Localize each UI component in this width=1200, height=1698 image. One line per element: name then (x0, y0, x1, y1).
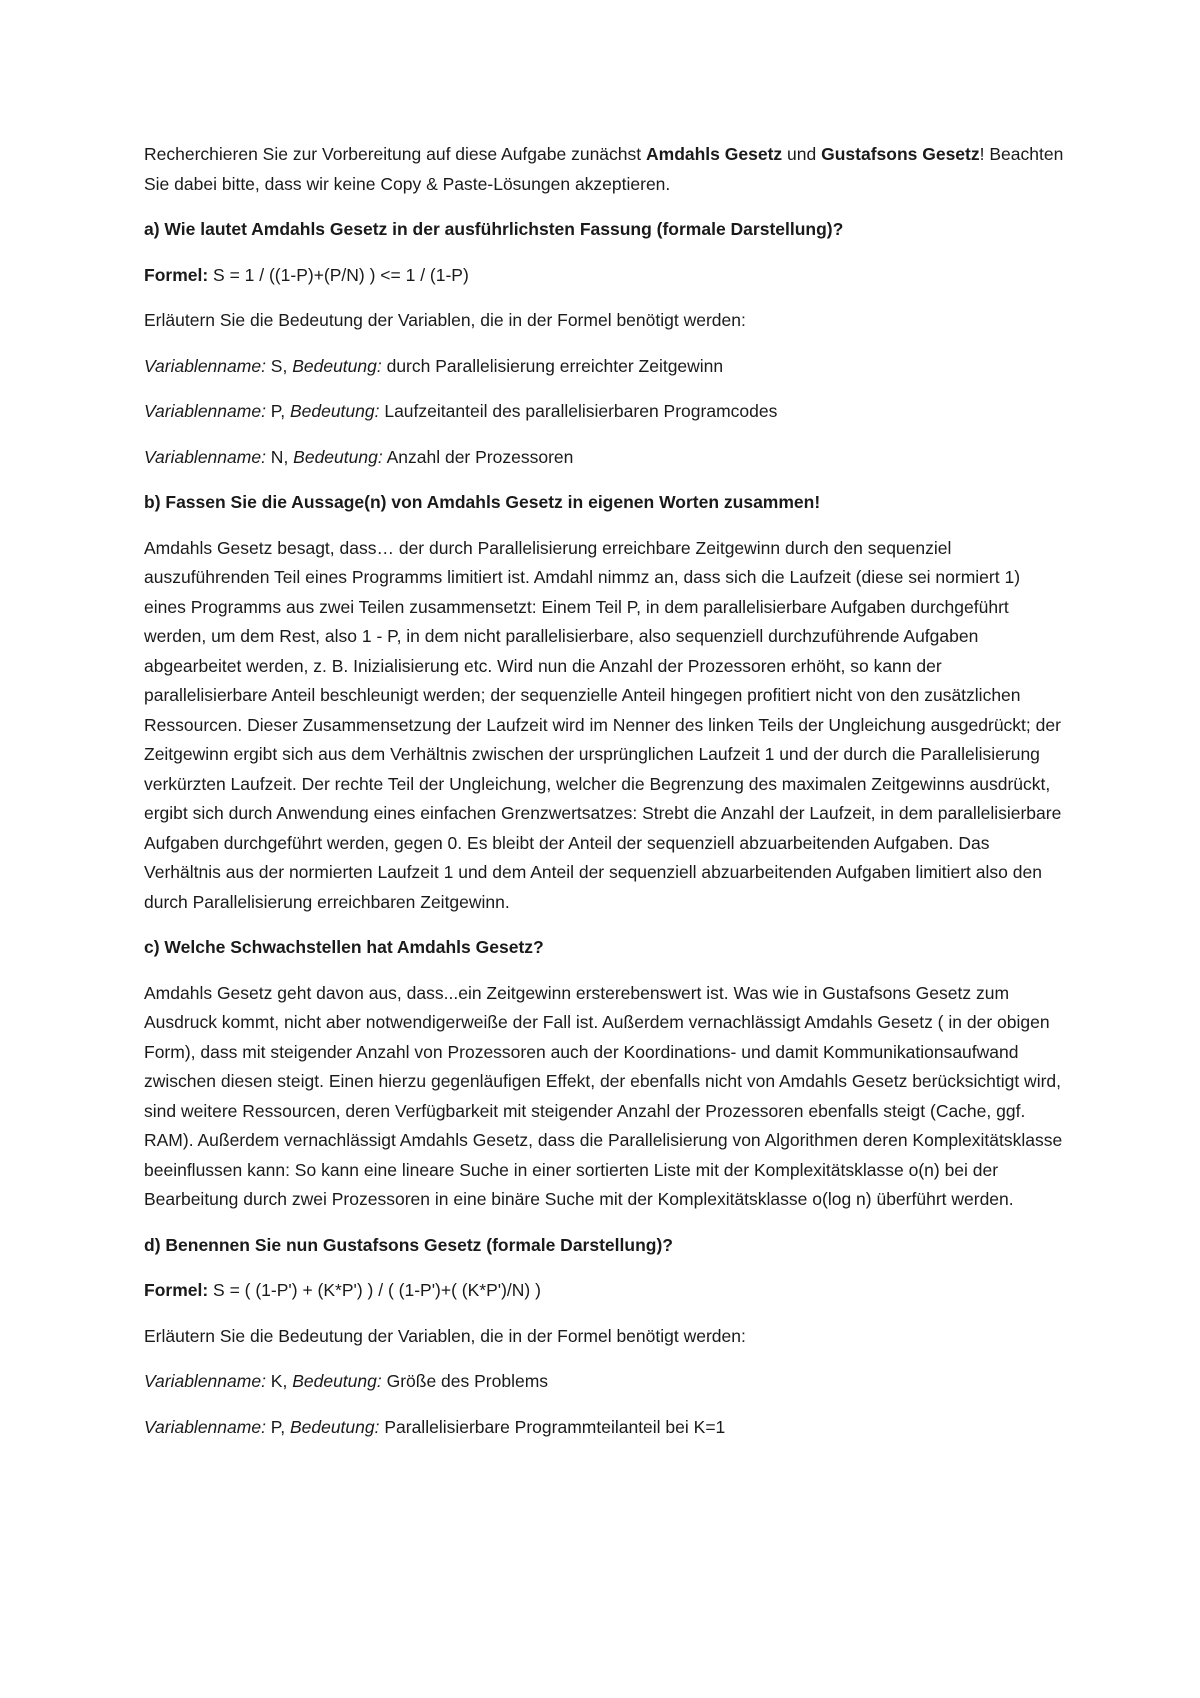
variable-d-p: Variablenname: P, Bedeutung: Parallelisierbare Programmteilanteil bei K=1 (144, 1416, 726, 1437)
formula-a (144, 261, 1064, 291)
answer-c: Amdahls Gesetz geht davon aus, dass...ein Zeitgewinn ersterebenswert ist. Was wie in Gustafsons Gesetz zum Ausdruck kommt, nicht aber notwendigerweiße der Fall ist. Außerdem vernachlässigt Amdahls Gesetz ( in der obigen Form), dass mit steigender Anzahl von Prozessoren auch der Koordinations- und damit Kommunikationsaufwand zwischen diesen steigt. Einen hierzu gegenläufigen Effekt, der ebenfalls nicht von Amdahls Gesetz berücksichtigt wird, sind weitere Ressourcen, deren Verfügbarkeit mit steigender Anzahl der Prozessoren ebenfalls steigt (Cache, ggf. RAM). Außerdem vernachlässigt Amdahls Gesetz, dass die Parallelisierung von Algorithmen deren Komplexitätsklasse beeinflussen kann: So kann eine lineare Suche in einer sortierten Liste mit der Komplexitätsklasse o(n) bei der Bearbeitung durch zwei Prozessoren in eine binäre Suche mit der Komplexitätsklasse o(log n) überführt werden. (144, 982, 1063, 1209)
intro-text-3: ! Beachten Sie dabei bitte, dass wir keine Copy & Paste-Lösungen akzeptieren. (144, 144, 1064, 194)
question-b: b) Fassen Sie die Aussage(n) von Amdahls Gesetz in eigenen Worten zusammen! (144, 492, 821, 512)
question-c: c) Welche Schwachstellen hat Amdahls Gesetz? (144, 937, 544, 957)
question-a: a) Wie lautet Amdahls Gesetz in der ausführlichsten Fassung (formale Darstellung)? (144, 219, 844, 239)
intro-text-2: und (782, 144, 822, 164)
formula-d (144, 1276, 1064, 1306)
intro-bold-gustafson: Gustafsons Gesetz (821, 144, 980, 164)
intro-bold-amdahl: Amdahls Gesetz (646, 144, 783, 164)
variable-d-k: Variablenname: K, Bedeutung: Größe des Problems (144, 1371, 549, 1391)
formula-d-text: S = ( (1-P') + (K*P') ) / ( (1-P')+( (K*P')/N) ) (208, 1280, 541, 1300)
formula-a-label: Formel: (144, 264, 209, 285)
variable-a-p: Variablenname: P, Bedeutung: Laufzeitanteil des parallelisierbaren Programcodes (144, 401, 778, 421)
document-page (144, 140, 1064, 1458)
intro-text-1: Recherchieren Sie zur Vorbereitung auf diese Aufgabe zunächst (144, 144, 646, 164)
question-d: d) Benennen Sie nun Gustafsons Gesetz (formale Darstellung)? (144, 1234, 673, 1255)
formula-d-label: Formel: (144, 1280, 209, 1300)
formula-a-text: S = 1 / ((1-P)+(P/N) ) <= 1 / (1-P) (208, 264, 469, 285)
intro-paragraph (144, 140, 1064, 199)
explain-a: Erläutern Sie die Bedeutung der Variablen, die in der Formel benötigt werden: (144, 310, 746, 330)
variable-a-n: Variablenname: N, Bedeutung: Anzahl der Prozessoren (144, 446, 574, 467)
explain-d: Erläutern Sie die Bedeutung der Variablen, die in der Formel benötigt werden: (144, 1325, 746, 1346)
variable-a-s: Variablenname: S, Bedeutung: durch Parallelisierung erreichter Zeitgewinn (144, 355, 724, 376)
answer-b: Amdahls Gesetz besagt, dass… der durch Parallelisierung erreichbare Zeitgewinn durch den sequenziel auszuführenden Teil eines Programms limitiert ist. Amdahl nimmz an, dass sich die Laufzeit (diese sei normiert 1) eines Programms aus zwei Teilen zusammensetzt: Einem Teil P, in dem parallelisierbare Aufgaben durchgeführt werden, um dem Rest, also 1 - P, in dem nicht parallelisierbare, also sequenziell durchzuführende Aufgaben abgearbeitet werden, z. B. Inizialisierung etc. Wird nun die Anzahl der Prozessoren erhöht, so kann der parallelisierbare Anteil beschleunigt werden; der sequenzielle Anteil hingegen profitiert nicht von den zusätzlichen Ressourcen. Dieser Zusammensetzung der Laufzeit wird im Nenner des linken Teils der Ungleichung ausgedrückt; der Zeitgewinn ergibt sich aus dem Verhältnis zwischen der ursprünglichen Laufzeit 1 und der durch die Parallelisierung verkürzten Laufzeit. Der rechte Teil der Ungleichung, welcher die Begrenzung des maximalen Zeitgewinns ausdrückt, ergibt sich durch Anwendung eines einfachen Grenzwertsatzes: Strebt die Anzahl der Laufzeit, in dem parallelisierbare Aufgaben durchgeführt werden, gegen 0. Es bleibt der Anteil der sequenziell abzuarbeitenden Aufgaben. Das Verhältnis aus der normierten Laufzeit 1 und dem Anteil der sequenziell abzuarbeitenden Aufgaben limitiert also den durch Parallelisierung erreichbaren Zeitgewinn. (144, 537, 1062, 912)
